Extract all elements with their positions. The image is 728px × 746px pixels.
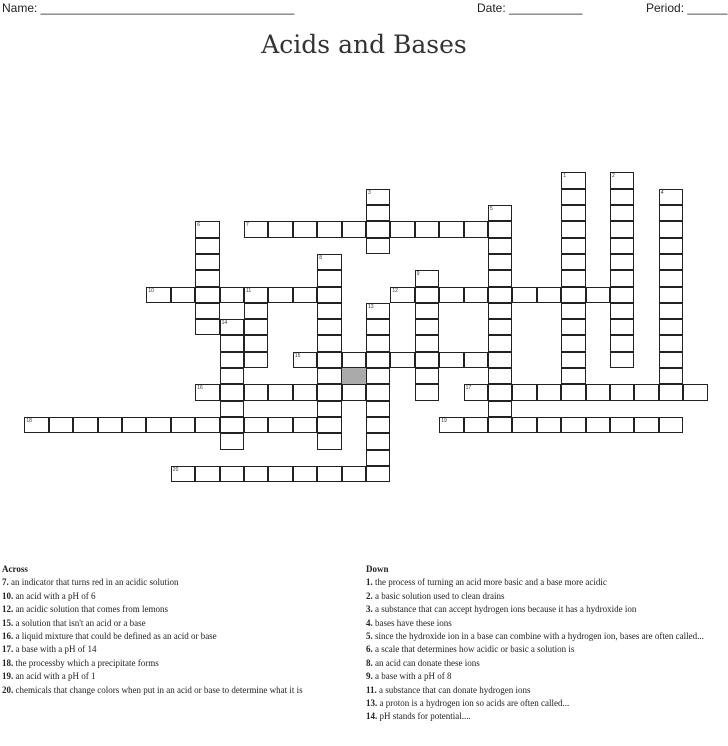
grid-cell[interactable] — [561, 417, 585, 433]
clue-text: a solution that isn't an acid or a base — [15, 617, 146, 628]
clue-number: 6. — [366, 644, 373, 655]
grid-cell[interactable] — [659, 319, 683, 335]
clue-number: 20. — [2, 684, 14, 695]
clue-down — [366, 710, 726, 723]
cell-number: 20 — [172, 466, 179, 473]
grid-cell[interactable] — [561, 270, 585, 286]
grid-cell[interactable] — [293, 352, 317, 368]
grid-cell[interactable] — [317, 417, 341, 433]
clue-text: an acid can donate these ions — [375, 657, 480, 668]
grid-cell[interactable] — [659, 335, 683, 351]
clue-number: 3. — [366, 604, 373, 615]
clue-text: a base with a pH of 8 — [375, 671, 452, 682]
grid-cell[interactable] — [610, 238, 634, 254]
clue-text: the processby which a precipitate forms — [15, 657, 159, 668]
cell-number: 16 — [197, 385, 203, 392]
grid-cell[interactable] — [317, 368, 341, 384]
grid-cell[interactable] — [659, 352, 683, 368]
down-heading: Down — [366, 564, 389, 574]
grid-cell[interactable] — [488, 254, 512, 270]
grid-cell[interactable] — [244, 352, 268, 368]
grid-cell[interactable] — [268, 417, 292, 433]
cell-number: 9 — [416, 271, 420, 278]
grid-cell[interactable] — [659, 254, 683, 270]
clue-number: 8. — [366, 657, 373, 668]
grid-cell[interactable] — [98, 417, 122, 433]
grid-cell[interactable] — [220, 319, 244, 335]
grid-cell[interactable] — [293, 287, 317, 303]
clue-across — [2, 630, 358, 643]
clue-text: a proton is a hydrogen ion so acids are often called... — [379, 698, 570, 709]
clue-number: 16. — [2, 631, 14, 642]
grid-cell[interactable] — [317, 433, 341, 449]
grid-cell[interactable] — [244, 466, 268, 482]
grid-cell[interactable] — [220, 352, 244, 368]
grid-cell[interactable] — [268, 221, 292, 237]
grid-cell[interactable] — [561, 319, 585, 335]
grid-cell[interactable] — [488, 352, 512, 368]
grid-cell[interactable] — [488, 238, 512, 254]
grid-cell[interactable] — [512, 384, 536, 400]
grid-cell[interactable] — [561, 384, 585, 400]
page-title: Acids and Bases — [261, 30, 467, 59]
grid-cell[interactable] — [586, 417, 610, 433]
clue-text: a liquid mixture that could be defined as an acid or base — [15, 631, 217, 642]
cell-number: 10 — [148, 287, 154, 294]
grid-cell[interactable] — [195, 221, 219, 237]
cell-number: 11 — [246, 287, 252, 294]
grid-cell[interactable] — [220, 401, 244, 417]
grid-cell[interactable] — [488, 287, 512, 303]
grid-cell[interactable] — [195, 384, 219, 400]
clue-text: an acidic solution that comes from lemons — [15, 604, 168, 615]
grid-cell[interactable] — [610, 172, 634, 188]
clue-number: 19. — [2, 671, 14, 682]
grid-cell[interactable] — [659, 417, 683, 433]
clue-text: the process of turning an acid more basic and a base more acidic — [375, 577, 607, 588]
grid-cell[interactable] — [537, 417, 561, 433]
grid-cell[interactable] — [512, 287, 536, 303]
cell-number: 4 — [660, 189, 664, 196]
grid-cell[interactable] — [366, 433, 390, 449]
clue-across — [2, 657, 358, 670]
grid-cell[interactable] — [659, 384, 683, 400]
grid-cell[interactable] — [220, 287, 244, 303]
cell-number: 7 — [246, 222, 249, 229]
grid-cell[interactable] — [488, 368, 512, 384]
grid-cell[interactable] — [488, 303, 512, 319]
grid-cell[interactable] — [415, 221, 439, 237]
period-field[interactable]: Period: ______ — [646, 1, 728, 15]
grid-cell[interactable] — [488, 205, 512, 221]
grid-cell[interactable] — [659, 303, 683, 319]
grid-cell[interactable] — [610, 254, 634, 270]
grid-cell[interactable] — [244, 384, 268, 400]
grid-cell[interactable] — [439, 352, 463, 368]
clue-text: a base with a pH of 14 — [15, 644, 97, 655]
grid-cell[interactable] — [366, 450, 390, 466]
grid-cell[interactable] — [610, 417, 634, 433]
grid-cell[interactable] — [488, 270, 512, 286]
grid-cell[interactable] — [195, 319, 219, 335]
grid-cell[interactable] — [561, 335, 585, 351]
grid-cell[interactable] — [366, 401, 390, 417]
grid-cell[interactable] — [220, 433, 244, 449]
grid-cell[interactable] — [415, 384, 439, 400]
clue-text: since the hydroxide ion in a base can combine with a hydrogen ion, bases are often called... — [375, 631, 704, 642]
cell-number: 5 — [490, 206, 493, 212]
grid-cell[interactable] — [49, 417, 73, 433]
grid-cell[interactable] — [268, 466, 292, 482]
grid-cell[interactable] — [220, 466, 244, 482]
grid-cell[interactable] — [537, 384, 561, 400]
grid-cell[interactable] — [464, 417, 488, 433]
clue-across — [2, 670, 358, 683]
grid-cell[interactable] — [171, 466, 195, 482]
grid-cell[interactable] — [561, 172, 585, 188]
clue-across — [2, 643, 358, 656]
grid-cell[interactable] — [244, 417, 268, 433]
clue-text: an acid with a pH of 6 — [15, 590, 96, 601]
grid-cell[interactable] — [610, 384, 634, 400]
clue-number: 11. — [366, 684, 377, 695]
grid-cell[interactable] — [659, 368, 683, 384]
grid-cell[interactable] — [512, 417, 536, 433]
grid-cell[interactable] — [220, 384, 244, 400]
grid-cell[interactable] — [586, 287, 610, 303]
grid-cell[interactable] — [586, 384, 610, 400]
clue-number: 1. — [366, 577, 373, 588]
grid-cell[interactable] — [366, 205, 390, 221]
grid-cell[interactable] — [122, 417, 146, 433]
clue-across — [2, 576, 358, 589]
grid-cell[interactable] — [146, 417, 170, 433]
grid-cell[interactable] — [195, 270, 219, 286]
clue-down — [366, 630, 726, 643]
across-clues — [2, 563, 358, 697]
grid-cell[interactable] — [73, 417, 97, 433]
grid-cell[interactable] — [317, 335, 341, 351]
grid-cell[interactable] — [342, 352, 366, 368]
grid-cell[interactable] — [488, 221, 512, 237]
clue-text: a substance that can donate hydrogen ions — [379, 684, 531, 695]
grid-cell[interactable] — [366, 466, 390, 482]
cell-number: 13 — [368, 303, 374, 310]
grid-cell[interactable] — [24, 417, 48, 433]
grid-cell[interactable] — [610, 205, 634, 221]
shaded-cell — [342, 368, 366, 384]
grid-cell[interactable] — [659, 287, 683, 303]
clue-across — [2, 684, 358, 697]
grid-cell[interactable] — [244, 303, 268, 319]
clue-number: 7. — [2, 577, 9, 588]
cell-number: 14 — [221, 320, 228, 327]
grid-cell[interactable] — [488, 401, 512, 417]
down-clues — [366, 563, 726, 724]
clue-down — [366, 590, 726, 603]
grid-cell[interactable] — [415, 319, 439, 335]
clue-down — [366, 684, 726, 697]
grid-cell[interactable] — [195, 287, 219, 303]
cell-number: 12 — [392, 287, 398, 294]
clue-text: an acid with a pH of 1 — [15, 671, 96, 682]
grid-cell[interactable] — [195, 303, 219, 319]
clue-number: 10. — [2, 590, 14, 601]
grid-cell[interactable] — [610, 287, 634, 303]
grid-cell[interactable] — [561, 287, 585, 303]
grid-cell[interactable] — [415, 287, 439, 303]
grid-cell[interactable] — [634, 384, 658, 400]
name-field[interactable]: Name: ______________________________________ — [2, 1, 295, 15]
grid-cell[interactable] — [415, 368, 439, 384]
grid-cell[interactable] — [488, 335, 512, 351]
grid-cell[interactable] — [561, 352, 585, 368]
clue-text: chemicals that change colors when put in an acid or base to determine what it is — [15, 684, 303, 695]
grid-cell[interactable] — [317, 287, 341, 303]
cell-number: 1 — [563, 173, 566, 180]
grid-cell[interactable] — [464, 287, 488, 303]
grid-cell[interactable] — [244, 287, 268, 303]
grid-cell[interactable] — [317, 352, 341, 368]
grid-cell[interactable] — [610, 335, 634, 351]
clue-down — [366, 670, 726, 683]
clue-number: 12. — [2, 604, 14, 615]
clue-across — [2, 617, 358, 630]
grid-cell[interactable] — [195, 417, 219, 433]
clue-text: pH stands for potential.... — [379, 711, 471, 722]
clue-number: 15. — [2, 617, 14, 628]
grid-cell[interactable] — [366, 189, 390, 205]
cell-number: 2 — [612, 173, 615, 180]
grid-cell[interactable] — [439, 221, 463, 237]
cell-number: 18 — [26, 417, 32, 424]
grid-cell[interactable] — [390, 221, 414, 237]
grid-cell[interactable] — [366, 221, 390, 237]
grid-cell[interactable] — [610, 270, 634, 286]
grid-cell[interactable] — [293, 384, 317, 400]
cell-number: 8 — [319, 254, 322, 261]
grid-cell[interactable] — [659, 270, 683, 286]
grid-cell[interactable] — [366, 303, 390, 319]
cell-number: 3 — [368, 189, 371, 196]
clue-number: 17. — [2, 644, 14, 655]
across-heading: Across — [2, 564, 28, 574]
clue-down — [366, 657, 726, 670]
clue-number: 14. — [366, 711, 378, 722]
grid-cell[interactable] — [610, 303, 634, 319]
grid-cell[interactable] — [268, 384, 292, 400]
clue-across — [2, 590, 358, 603]
clue-down — [366, 643, 726, 656]
grid-cell[interactable] — [464, 221, 488, 237]
grid-cell[interactable] — [561, 303, 585, 319]
grid-cell[interactable] — [610, 189, 634, 205]
grid-cell[interactable] — [244, 221, 268, 237]
cell-number: 17 — [465, 385, 472, 392]
grid-cell[interactable] — [439, 417, 463, 433]
clue-number: 9. — [366, 671, 373, 682]
clue-number: 2. — [366, 590, 373, 601]
cell-number: 6 — [197, 222, 200, 229]
grid-cell[interactable] — [317, 254, 341, 270]
grid-cell[interactable] — [293, 466, 317, 482]
clue-text: a scale that determines how acidic or basic a solution is — [375, 644, 575, 655]
grid-cell[interactable] — [366, 319, 390, 335]
grid-cell[interactable] — [488, 417, 512, 433]
grid-cell[interactable] — [561, 189, 585, 205]
grid-cell[interactable] — [415, 335, 439, 351]
cell-number: 19 — [441, 417, 447, 424]
grid-cell[interactable] — [390, 352, 414, 368]
grid-cell[interactable] — [464, 384, 488, 400]
grid-cell[interactable] — [659, 221, 683, 237]
grid-cell[interactable] — [610, 352, 634, 368]
grid-cell[interactable] — [634, 417, 658, 433]
clue-text: a substance that can accept hydrogen ions because it has a hydroxide ion — [375, 604, 637, 615]
grid-cell[interactable] — [659, 189, 683, 205]
grid-cell[interactable] — [342, 221, 366, 237]
grid-cell[interactable] — [244, 319, 268, 335]
clue-number: 18. — [2, 657, 14, 668]
grid-cell[interactable] — [317, 401, 341, 417]
grid-cell[interactable] — [561, 221, 585, 237]
grid-cell[interactable] — [610, 221, 634, 237]
cell-number: 15 — [294, 352, 301, 359]
clue-down — [366, 617, 726, 630]
grid-cell[interactable] — [561, 205, 585, 221]
grid-cell[interactable] — [195, 254, 219, 270]
grid-cell[interactable] — [415, 270, 439, 286]
clue-down — [366, 697, 726, 710]
grid-cell[interactable] — [561, 254, 585, 270]
grid-cell[interactable] — [220, 368, 244, 384]
grid-cell[interactable] — [342, 384, 366, 400]
grid-cell[interactable] — [220, 335, 244, 351]
grid-cell[interactable] — [366, 352, 390, 368]
grid-cell[interactable] — [659, 238, 683, 254]
clue-text: a basic solution used to clean drains — [375, 590, 505, 601]
grid-cell[interactable] — [366, 335, 390, 351]
grid-cell[interactable] — [610, 319, 634, 335]
grid-cell[interactable] — [293, 221, 317, 237]
grid-cell[interactable] — [317, 303, 341, 319]
grid-cell[interactable] — [146, 287, 170, 303]
grid-cell[interactable] — [561, 368, 585, 384]
grid-cell[interactable] — [317, 319, 341, 335]
grid-cell[interactable] — [366, 417, 390, 433]
grid-cell[interactable] — [415, 352, 439, 368]
grid-cell[interactable] — [488, 319, 512, 335]
grid-cell[interactable] — [195, 466, 219, 482]
clue-number: 5. — [366, 631, 373, 642]
grid-cell[interactable] — [244, 335, 268, 351]
grid-cell[interactable] — [561, 238, 585, 254]
grid-cell[interactable] — [366, 368, 390, 384]
clue-number: 13. — [366, 698, 378, 709]
grid-cell[interactable] — [220, 417, 244, 433]
clue-across — [2, 603, 358, 616]
grid-cell[interactable] — [439, 287, 463, 303]
grid-cell[interactable] — [171, 287, 195, 303]
clue-text: an indicator that turns red in an acidic solution — [11, 577, 179, 588]
clue-down — [366, 603, 726, 616]
grid-cell[interactable] — [464, 352, 488, 368]
clue-down — [366, 576, 726, 589]
date-field[interactable]: Date: ___________ — [477, 1, 583, 15]
grid-cell[interactable] — [317, 221, 341, 237]
grid-cell[interactable] — [317, 270, 341, 286]
clue-text: bases have these ions — [375, 617, 452, 628]
grid-cell[interactable] — [171, 417, 195, 433]
grid-cell[interactable] — [415, 303, 439, 319]
grid-cell[interactable] — [537, 287, 561, 303]
grid-cell[interactable] — [659, 205, 683, 221]
grid-cell[interactable] — [390, 287, 414, 303]
clue-number: 4. — [366, 617, 373, 628]
grid-cell[interactable] — [488, 384, 512, 400]
grid-cell[interactable] — [683, 384, 707, 400]
grid-cell[interactable] — [195, 238, 219, 254]
grid-cell[interactable] — [293, 417, 317, 433]
grid-cell[interactable] — [317, 384, 341, 400]
grid-cell[interactable] — [268, 287, 292, 303]
grid-cell[interactable] — [366, 238, 390, 254]
grid-cell[interactable] — [317, 466, 341, 482]
grid-cell[interactable] — [366, 384, 390, 400]
grid-cell[interactable] — [342, 466, 366, 482]
